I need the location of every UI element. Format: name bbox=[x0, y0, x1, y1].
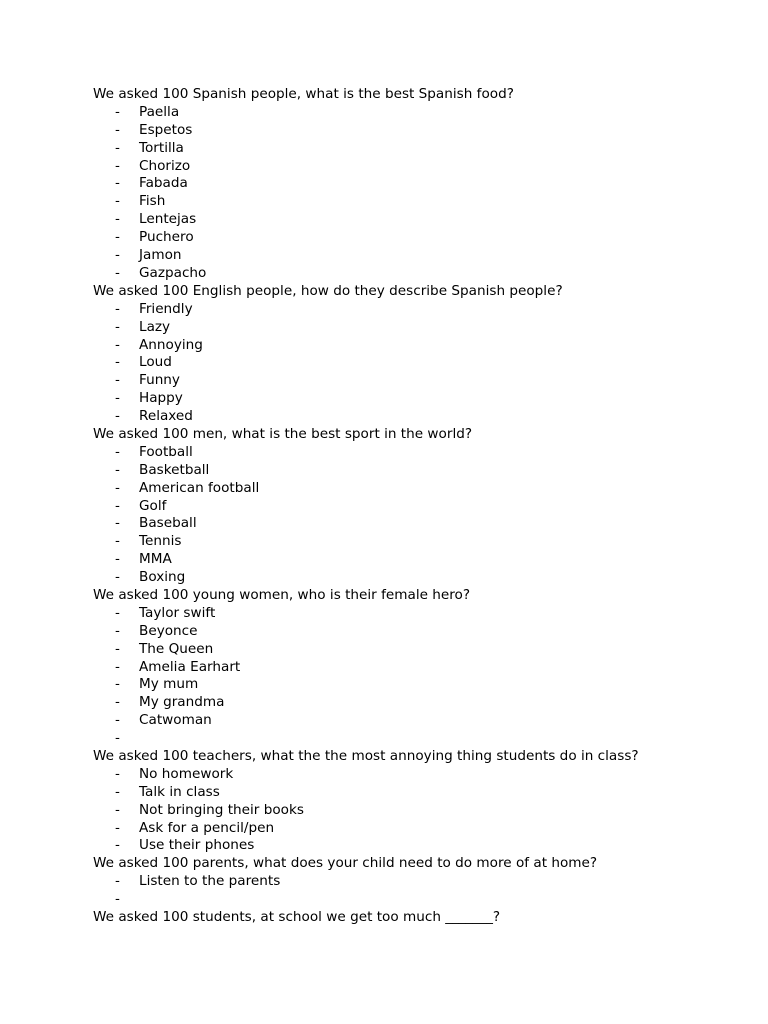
answer-list bbox=[93, 873, 753, 909]
answer-text: My mum bbox=[139, 676, 199, 693]
answer-item bbox=[93, 498, 753, 516]
answer-item bbox=[93, 408, 753, 426]
answer-item bbox=[93, 712, 753, 730]
answer-text: Use their phones bbox=[139, 837, 255, 854]
answer-text: Football bbox=[139, 443, 193, 460]
answer-item bbox=[93, 480, 753, 498]
dash-bullet: - bbox=[115, 640, 120, 657]
answer-item bbox=[93, 140, 753, 158]
dash-bullet: - bbox=[115, 229, 120, 246]
answer-item bbox=[93, 337, 753, 355]
answer-text: Baseball bbox=[139, 515, 197, 532]
dash-bullet: - bbox=[115, 873, 120, 890]
question-section bbox=[93, 426, 753, 587]
answer-text: Chorizo bbox=[139, 157, 191, 174]
dash-bullet: - bbox=[115, 801, 120, 818]
answer-item bbox=[93, 891, 753, 909]
answer-item bbox=[93, 820, 753, 838]
dash-bullet: - bbox=[115, 318, 120, 335]
answer-text: Happy bbox=[139, 390, 183, 407]
dash-bullet: - bbox=[115, 336, 120, 353]
answer-item bbox=[93, 265, 753, 283]
answer-text: Taylor swift bbox=[139, 604, 216, 621]
answer-text: Tortilla bbox=[139, 139, 184, 156]
answer-list bbox=[93, 766, 753, 855]
answer-item bbox=[93, 569, 753, 587]
answer-text: MMA bbox=[139, 551, 172, 568]
dash-bullet: - bbox=[115, 211, 120, 228]
dash-bullet: - bbox=[115, 694, 120, 711]
dash-bullet: - bbox=[115, 354, 120, 371]
dash-bullet: - bbox=[115, 121, 120, 138]
answer-item bbox=[93, 784, 753, 802]
answer-item bbox=[93, 301, 753, 319]
dash-bullet: - bbox=[115, 819, 120, 836]
answer-item bbox=[93, 211, 753, 229]
answer-text: Amelia Earhart bbox=[139, 658, 241, 675]
answer-item bbox=[93, 641, 753, 659]
answer-item bbox=[93, 462, 753, 480]
answer-text: Espetos bbox=[139, 121, 193, 138]
dash-bullet: - bbox=[115, 479, 120, 496]
answer-item bbox=[93, 229, 753, 247]
answer-item bbox=[93, 659, 753, 677]
answer-item bbox=[93, 372, 753, 390]
answer-text: Boxing bbox=[139, 569, 186, 586]
dash-bullet: - bbox=[115, 408, 120, 425]
question-text: We asked 100 teachers, what the the most annoying thing students do in class? bbox=[93, 748, 639, 765]
answer-item bbox=[93, 676, 753, 694]
answer-item bbox=[93, 354, 753, 372]
answer-text: The Queen bbox=[139, 640, 214, 657]
answer-item bbox=[93, 319, 753, 337]
question-section bbox=[93, 855, 753, 909]
answer-text: American football bbox=[139, 479, 260, 496]
answer-item bbox=[93, 515, 753, 533]
answer-list bbox=[93, 301, 753, 426]
dash-bullet: - bbox=[115, 730, 120, 747]
dash-bullet: - bbox=[115, 461, 120, 478]
answer-text: Loud bbox=[139, 354, 172, 371]
dash-bullet: - bbox=[115, 264, 120, 281]
answer-item bbox=[93, 158, 753, 176]
dash-bullet: - bbox=[115, 157, 120, 174]
answer-text: Catwoman bbox=[139, 712, 212, 729]
dash-bullet: - bbox=[115, 622, 120, 639]
dash-bullet: - bbox=[115, 193, 120, 210]
answer-text: Beyonce bbox=[139, 622, 198, 639]
answer-text: Fabada bbox=[139, 175, 188, 192]
dash-bullet: - bbox=[115, 712, 120, 729]
dash-bullet: - bbox=[115, 443, 120, 460]
answer-text: Gazpacho bbox=[139, 264, 207, 281]
answer-item bbox=[93, 122, 753, 140]
dash-bullet: - bbox=[115, 837, 120, 854]
dash-bullet: - bbox=[115, 676, 120, 693]
answer-list bbox=[93, 104, 753, 283]
answer-item bbox=[93, 247, 753, 265]
answer-text: Puchero bbox=[139, 229, 194, 246]
answer-item bbox=[93, 802, 753, 820]
question-section bbox=[93, 909, 753, 927]
answer-text: Paella bbox=[139, 103, 180, 120]
question-text: We asked 100 men, what is the best sport in the world? bbox=[93, 425, 473, 442]
document-body bbox=[93, 86, 753, 927]
dash-bullet: - bbox=[115, 390, 120, 407]
answer-list bbox=[93, 444, 753, 587]
answer-item bbox=[93, 175, 753, 193]
dash-bullet: - bbox=[115, 247, 120, 264]
answer-item bbox=[93, 837, 753, 855]
answer-text: Fish bbox=[139, 193, 166, 210]
dash-bullet: - bbox=[115, 175, 120, 192]
answer-text: Funny bbox=[139, 372, 180, 389]
answer-item bbox=[93, 694, 753, 712]
question-section bbox=[93, 748, 753, 855]
answer-text: Friendly bbox=[139, 300, 193, 317]
answer-text: No homework bbox=[139, 765, 234, 782]
dash-bullet: - bbox=[115, 103, 120, 120]
answer-text: Tennis bbox=[139, 533, 182, 550]
answer-list bbox=[93, 605, 753, 748]
answer-text: Talk in class bbox=[139, 783, 220, 800]
question-text: We asked 100 young women, who is their female hero? bbox=[93, 586, 471, 603]
question-text: We asked 100 English people, how do they describe Spanish people? bbox=[93, 282, 563, 299]
question-text: We asked 100 parents, what does your child need to do more of at home? bbox=[93, 855, 598, 872]
answer-text: Annoying bbox=[139, 336, 203, 353]
answer-text: My grandma bbox=[139, 694, 225, 711]
answer-item bbox=[93, 533, 753, 551]
answer-text: Not bringing their books bbox=[139, 801, 304, 818]
answer-item bbox=[93, 444, 753, 462]
question-section bbox=[93, 587, 753, 748]
dash-bullet: - bbox=[115, 658, 120, 675]
answer-text: Golf bbox=[139, 497, 167, 514]
question-section bbox=[93, 283, 753, 426]
question-text: We asked 100 students, at school we get too much _______? bbox=[93, 909, 501, 926]
dash-bullet: - bbox=[115, 765, 120, 782]
question-text: We asked 100 Spanish people, what is the best Spanish food? bbox=[93, 86, 514, 102]
dash-bullet: - bbox=[115, 300, 120, 317]
answer-item bbox=[93, 551, 753, 569]
answer-item bbox=[93, 193, 753, 211]
dash-bullet: - bbox=[115, 497, 120, 514]
answer-item bbox=[93, 623, 753, 641]
answer-item bbox=[93, 390, 753, 408]
dash-bullet: - bbox=[115, 372, 120, 389]
answer-text: Ask for a pencil/pen bbox=[139, 819, 275, 836]
answer-text: Lentejas bbox=[139, 211, 197, 228]
dash-bullet: - bbox=[115, 569, 120, 586]
answer-item bbox=[93, 605, 753, 623]
question-section bbox=[93, 86, 753, 283]
answer-text: Basketball bbox=[139, 461, 210, 478]
answer-text: Lazy bbox=[139, 318, 171, 335]
dash-bullet: - bbox=[115, 891, 120, 908]
answer-text: Relaxed bbox=[139, 408, 193, 425]
dash-bullet: - bbox=[115, 515, 120, 532]
answer-item bbox=[93, 730, 753, 748]
dash-bullet: - bbox=[115, 783, 120, 800]
answer-item bbox=[93, 104, 753, 122]
answer-text: Jamon bbox=[139, 247, 182, 264]
dash-bullet: - bbox=[115, 551, 120, 568]
answer-item bbox=[93, 766, 753, 784]
answer-item bbox=[93, 873, 753, 891]
dash-bullet: - bbox=[115, 139, 120, 156]
dash-bullet: - bbox=[115, 604, 120, 621]
answer-text: Listen to the parents bbox=[139, 873, 281, 890]
dash-bullet: - bbox=[115, 533, 120, 550]
